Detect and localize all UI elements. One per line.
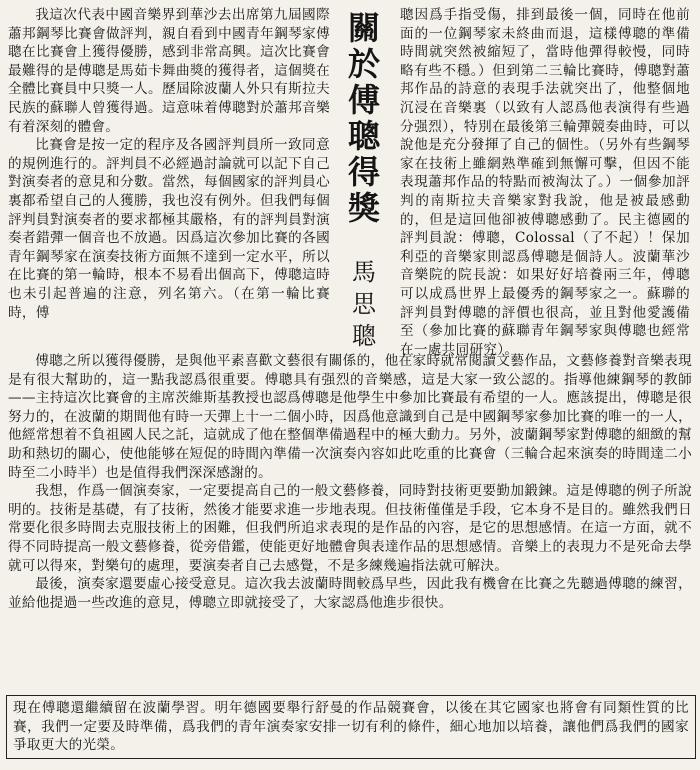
title-char: 傅 xyxy=(347,81,380,119)
right-text-column xyxy=(400,6,690,359)
paragraph: 聰因爲手指受傷，排到最後一個，同時在他前面的一位鋼琴家未終曲而退，這樣傅聰的準備時間就突然被縮短了，當時他彈得較慢，同時略有些不穩。）但到第二三輪比賽時，傅聰對蕭邦作品的詩意的表現手法就突出了，他整個地沉浸在音樂裏（以致有人認爲他表演得有些過分强烈），特別在最後第三輪彈競奏曲時，可以說他是充分發揮了自己的個性。（另外有些鋼琴家在技術上雖網熟準確到無懈可擊，但因不能表現蕭邦作品的特點而被淘汰了。）一個參加評判的南斯拉夫音樂家對我說，他是被最感動的，但是這回他卻被傅聰感動了。民主德國的評判員說：傅聰，Colossal（了不起）！保加利亞的音樂家則認爲傅聰是個詩人。波蘭華沙音樂院的院長說：如果好好培養兩三年，傅聰可以成爲世界上最優秀的鋼琴家之一。蘇聯的評判員對傅聰的評價也很高，並且對他愛護備至（參加比賽的蘇聯青年鋼琴家與傅聰也經常在一處共同研究）。 xyxy=(400,7,690,358)
left-text-column xyxy=(8,6,330,322)
paragraph: 我想，作爲一個演奏家，一定要提高自己的一般文藝修養，同時對技術更要勤加鍛鍊。這是傅聰的例子所說明的。技術是基礎，有了技術，然後才能要求進一步地表現。但技術僅僅是手段，它本身不是目的。雖然我們日常要化很多時間去克服技術上的困難，但我們所追求表現的是作品的內容，是它的思想感情。在這一方面，就不得不同時提高一般文藝修養，從旁借鑑，使能更好地體會與表達作品的思想感情。音樂上的表現力不是死命去學就可以得來，對樂句的處理，要演奏者自己去感覺，不是多練幾遍指法就可解決。 xyxy=(8,483,692,574)
paragraph: 最後，演奏家還要虛心接受意見。這次我去波蘭時間較爲早些，因此我有機會在比賽之先聽過傅聰的練習，並給他提過一些改進的意見，傅聰立即就接受了，大家認爲他進步很快。 xyxy=(8,576,692,611)
paragraph: 我這次代表中國音樂界到華沙去出席第九屆國際蕭邦鋼琴比賽會做評判，親自看到中國青年鋼琴家傅聰在比賽會上獲得優勝，感到非常高興。這次比賽會最難得的是傅聰是馬茹卡舞曲獎的獲得者，這個獎在全體比賽員中只獎一人。歷屆除波蘭人外只有斯拉夫民族的蘇聯人曾獲得過。這意味着傅聰對於蕭邦音樂有着深刻的體會。 xyxy=(8,7,330,135)
title-char: 聰 xyxy=(347,117,380,155)
title-char: 於 xyxy=(347,45,380,83)
full-width-text xyxy=(8,352,692,612)
paragraph: 比賽會是按一定的程序及各國評判員所一致同意的規例進行的。評判員不必經過討論就可以記下自己對演奏者的意見和分數。當然，每個國家的評判員心裏都希望自己的人獲勝，我也沒有例外。但我們每個評判員對演奏者的要求都極其嚴格，有的評判員對演奏者錯彈一個音也不放過。因爲這次參加比賽的各國青年鋼琴家在演奏技術方面無不達到一定水平，所以在比賽的第一輪時，根本不易看出個高下，傅聰這時也未引起普遍的注意，列名第六。（在第一輪比賽時，傅 xyxy=(8,137,330,321)
author-char: 馬 xyxy=(352,258,376,286)
title-char: 獎 xyxy=(347,189,380,227)
note-text: 現在傅聰還繼續留在波蘭學習。明年德國要舉行舒曼的作品競賽會，以後在其它國家也將會有同類性質的比賽，我們一定要及時準備，爲我們的青年演奏家安排一切有利的條件，細心地加以培養，讓他們爲我們的國家爭取更大的光榮。 xyxy=(13,700,689,754)
paragraph: 傅聰之所以獲得優勝，是與他平素喜歡文藝很有關係的，他在家時就常閱讀文藝作品，文藝修養對音樂表現是有很大幫助的，這一點我認爲很重要。傅聰具有强烈的音樂感，這是大家一致公認的。指導他練鋼琴的教師——主持這次比賽會的主席茨維斯基教授也認爲傅聰是他學生中參加比賽最有希望的一人。應該提出，傅聰是很努力的，在波蘭的期間他有時一天彈上十一二個小時，因爲他意識到自己是中國鋼琴家參加比賽的唯一的一人，他經常想着不負祖國人民之託，這就成了他在整個準備過程中的極大動力。另外，波蘭鋼琴家對傅聰的細緻的幫助和熱切的關心，使他能够在短促的時間內準備一次演奏內容如此吃重的比賽會（三輪合起來演奏的時間達二小時至二小時半）也是值得我們深深感謝的。 xyxy=(8,353,692,481)
title-char: 關 xyxy=(347,9,380,47)
boxed-note xyxy=(6,695,696,759)
author-char: 思 xyxy=(352,290,376,318)
title-char: 得 xyxy=(347,153,380,191)
vertical-title-block xyxy=(326,10,402,352)
author-char: 聰 xyxy=(352,322,376,350)
